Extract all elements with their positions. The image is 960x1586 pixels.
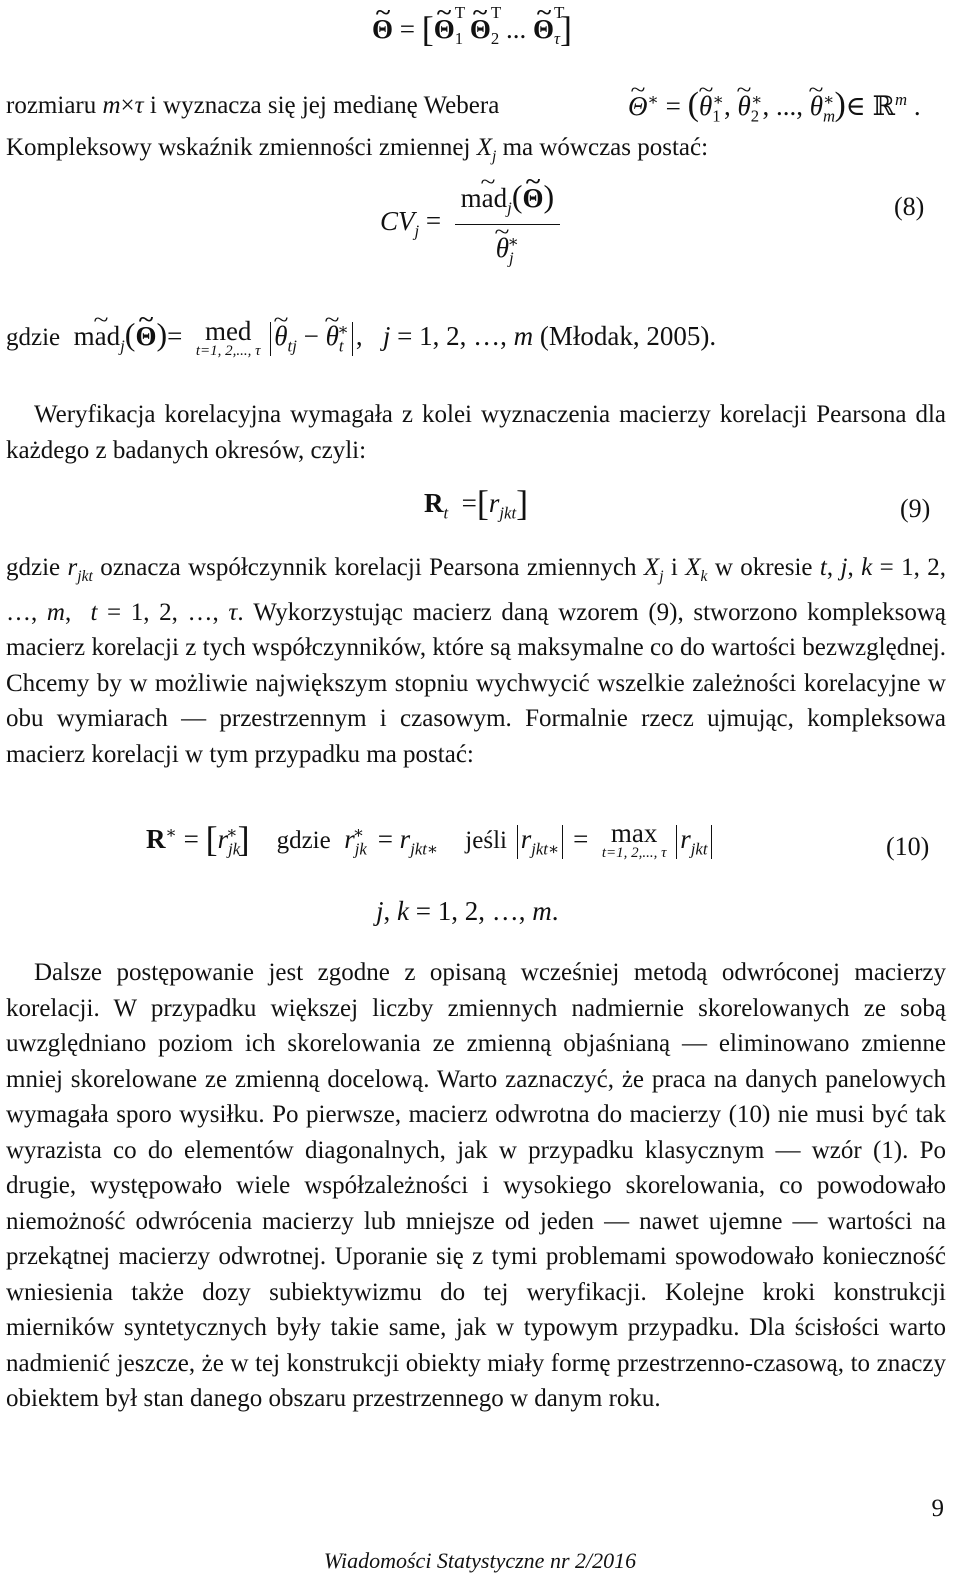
equation-10: $R^∗ = [r_{jk}^∗]$ gdzie $r_{jk}^∗ = r_{jkt∗}$ jeśli $r_{jkt∗} = \max$ t=1, 2,..., τ $r_{jkt}$: [146, 818, 715, 862]
equation-9-number: (9): [900, 494, 931, 523]
paragraph-pearson: Weryfikacja korelacyjna wymagała z kolei wyznaczenia macierzy korelacji Pearsona dla każdego z badanych okresów, czyli:: [6, 401, 946, 464]
page-number: 9: [931, 1495, 944, 1522]
equation-10-number: (10): [886, 832, 930, 861]
paragraph-rjkt: gdzie $r_{jkt}$ oznacza współczynnik korelacji Pearsona zmiennych $X_j$ i $X_k$ w okresie t, j, k = 1, 2, …, m, t = 1, 2, …, τ. Wykorzystując macierz daną wzorem (9), stworzono kompleksową macierz korelacji z tych współczynników, które są maksymalne co do wartości bezwzględnej. Chcemy by w możliwie największym stopniu wychwycić wszelkie zależności korelacyjne w obu wymiarach — przestrzennym i czasowym. Formalnie rzecz ujmując, kompleksowa macierz korelacji w tym przypadku ma postać:: [6, 554, 947, 768]
theta-matrix-formula: ~ Θ = [~ Θ $_{T 1}$ ~ Θ $_{T 2}$ ... ~ Θ $_{T \tau}$]: [372, 8, 572, 50]
variability-intro-line: Kompleksowy wskaźnik zmienności zmiennej $X_j$ ma wówczas postać:: [6, 134, 709, 165]
equation-8-number: (8): [894, 192, 925, 221]
weber-median-formula: ~ Θ∗ = (~ $\theta_1^∗$, ~ $\theta_2^∗$, ..., ~ $\theta_m^∗)\in$ ℝ$^m$ .: [628, 86, 921, 126]
journal-footer: Wiadomości Statystyczne nr 2/2016: [323, 1548, 637, 1573]
mad-definition: gdzie m~ $ad_j(\sim$ Θ)= med t=1, 2,..., τ ~ $\theta_{tj}$ − ~ $\theta_t^∗$ , j = 1, 2, …, m (Młodak, 2005).: [6, 316, 716, 360]
equation-10-range: j, k = 1, 2, …, m.: [376, 896, 559, 926]
paragraph-dalsze: Dalsze postępowanie jest zgodne z opisaną wcześniej metodą odwróconej macierzy korelacji. W przypadku większej liczby zmiennych nadmiernie skorelowanych ze sobą uwzględniano poziom ich skorelowania ze zmienną objaśnianą — eliminowano zmienne mniej skorelowane ze zmienną docelową. Warto zaznaczyć, że praca na danych panelowych wymagała sporo wysiłku. Po pierwsze, macierz odwrotna do macierzy (10) nie musi być tak wyrazista co do elementów diagonalnych, jak w przypadku klasycznym — wzór (1). Po drugie, występowało wiele współzależności i wysokiego skorelowania, co powodowało niemożność odwrócenia macierzy lub mniejsze od jeden — nawet ujemne — wartości na przekątnej macierzy odwrotnej. Uporanie się z tymi problemami spowodowało konieczność wniesienia także dozy subiektywizmu do tej weryfikacji. Kolejne kroki konstrukcji mierników syntetycznych były takie same, jak w typowym przypadku. Dla ścisłości warto nadmienić jeszcze, że w tej konstrukcji obiekty miały formę przestrzenno-czasową, to znaczy obiektem był stan danego obszaru przestrzennego w danym roku.: [6, 959, 946, 1412]
equation-9: $R_t =[r_{jkt}]$: [424, 483, 529, 523]
equation-8: $CV_j$ = m~ $ad_j(\sim$ Θ) ~ $\theta_j^∗$: [380, 178, 560, 269]
weber-median-line: rozmiaru m×τ i wyznacza się jej medianę Webera: [6, 92, 500, 119]
